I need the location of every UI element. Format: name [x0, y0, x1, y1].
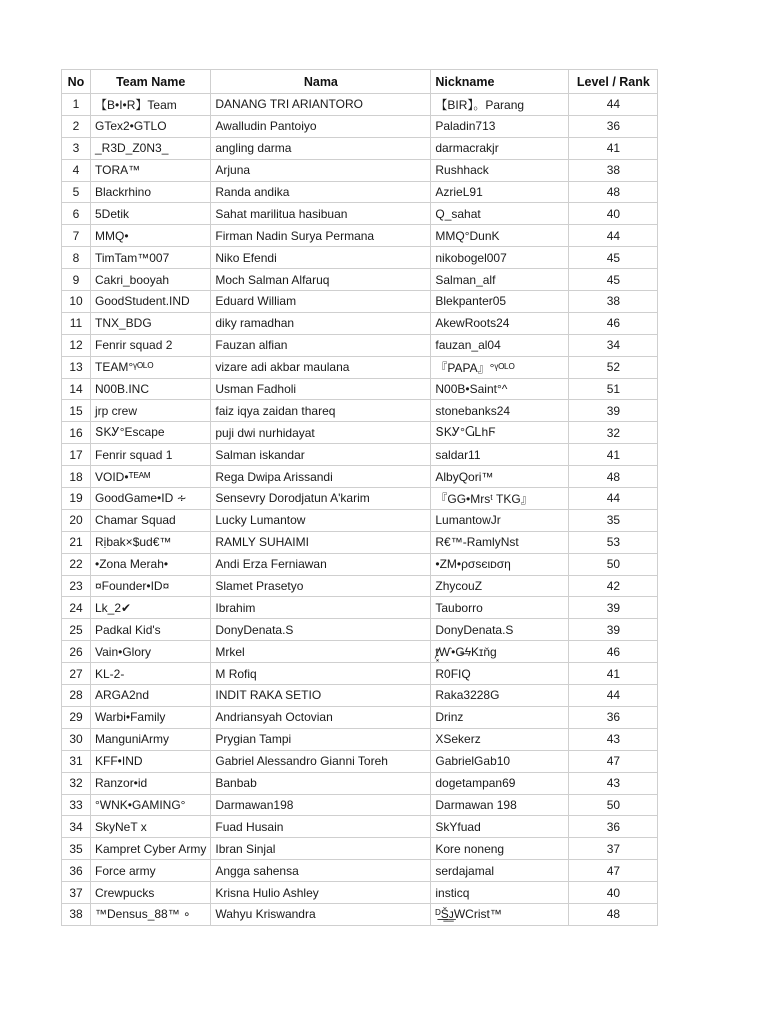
nama-cell: Banbab: [211, 772, 431, 794]
table-row: [62, 378, 658, 400]
nickname-cell: AlbyQori™: [431, 466, 569, 488]
nama-cell: Fuad Husain: [211, 816, 431, 838]
nickname-cell: nikobogel007: [431, 247, 569, 269]
team-name-cell: TORA™: [91, 159, 211, 181]
level-rank-cell: 34: [569, 334, 658, 356]
nickname-cell: •ZM•ρσѕєιᴅση: [431, 553, 569, 575]
nickname-cell: serdajamal: [431, 860, 569, 882]
table-row: [62, 509, 658, 531]
nickname-cell: Blekpanter05: [431, 291, 569, 313]
nama-cell: puji dwi nurhidayat: [211, 422, 431, 444]
nama-cell: Angga sahensa: [211, 860, 431, 882]
table-row: [62, 860, 658, 882]
row-no: 14: [62, 378, 91, 400]
row-no: 1: [62, 94, 91, 116]
nama-cell: angling darma: [211, 137, 431, 159]
table-row: [62, 882, 658, 904]
nickname-cell: Rushhack: [431, 159, 569, 181]
level-rank-cell: 36: [569, 115, 658, 137]
nickname-cell: dogetampan69: [431, 772, 569, 794]
row-no: 4: [62, 159, 91, 181]
table-row: [62, 597, 658, 619]
nama-cell: Sensevry Dorodjatun A'karim: [211, 488, 431, 510]
nama-cell: RAMLY SUHAIMI: [211, 531, 431, 553]
table-row: [62, 291, 658, 313]
table-row: [62, 838, 658, 860]
nickname-cell: ՏKᎩ°ႺᏞhϜ: [431, 422, 569, 444]
table-row: [62, 334, 658, 356]
nama-cell: Lucky Lumantow: [211, 509, 431, 531]
row-no: 33: [62, 794, 91, 816]
team-name-cell: GTex2•GTLO: [91, 115, 211, 137]
team-name-cell: Fenrir squad 1: [91, 444, 211, 466]
row-no: 25: [62, 619, 91, 641]
level-rank-cell: 37: [569, 838, 658, 860]
nickname-cell: MMQ°DunK: [431, 225, 569, 247]
table-row: [62, 816, 658, 838]
nickname-cell: Darmawan 198: [431, 794, 569, 816]
team-name-cell: ARGA2nd: [91, 685, 211, 707]
header-row: [62, 70, 658, 94]
team-name-cell: Vain•Glory: [91, 641, 211, 663]
nickname-cell: Drinz: [431, 706, 569, 728]
table-row: [62, 444, 658, 466]
level-rank-cell: 44: [569, 94, 658, 116]
team-name-cell: ՏKᎩ°Escape: [91, 422, 211, 444]
team-name-cell: ¤Founder•ID¤: [91, 575, 211, 597]
team-name-cell: Blackrhino: [91, 181, 211, 203]
level-rank-cell: 46: [569, 312, 658, 334]
team-name-cell: SkyNeT x: [91, 816, 211, 838]
level-rank-cell: 48: [569, 903, 658, 925]
level-rank-cell: 43: [569, 772, 658, 794]
nickname-cell: insticq: [431, 882, 569, 904]
table-row: [62, 794, 658, 816]
nama-cell: Moch Salman Alfaruq: [211, 269, 431, 291]
row-no: 36: [62, 860, 91, 882]
team-name-cell: TNX_BDG: [91, 312, 211, 334]
level-rank-cell: 47: [569, 750, 658, 772]
team-name-cell: Force army: [91, 860, 211, 882]
nickname-cell: XSekerz: [431, 728, 569, 750]
nickname-cell: R0FIQ: [431, 663, 569, 685]
row-no: 19: [62, 488, 91, 510]
level-rank-cell: 41: [569, 663, 658, 685]
level-rank-cell: 44: [569, 488, 658, 510]
header-nickname: Nickname: [431, 70, 569, 94]
nickname-cell: Kore noneng: [431, 838, 569, 860]
nama-cell: Andi Erza Ferniawan: [211, 553, 431, 575]
nama-cell: Firman Nadin Surya Permana: [211, 225, 431, 247]
table-row: [62, 619, 658, 641]
team-name-cell: ManguniArmy: [91, 728, 211, 750]
nama-cell: Salman iskandar: [211, 444, 431, 466]
nama-cell: Wahyu Kriswandra: [211, 903, 431, 925]
level-rank-cell: 39: [569, 597, 658, 619]
team-name-cell: Crewpucks: [91, 882, 211, 904]
team-name-cell: Kampret Cyber Army: [91, 838, 211, 860]
row-no: 38: [62, 903, 91, 925]
level-rank-cell: 51: [569, 378, 658, 400]
level-rank-cell: 48: [569, 466, 658, 488]
team-name-cell: _R3D_Z0N3_: [91, 137, 211, 159]
team-name-cell: 5Detik: [91, 203, 211, 225]
table-row: [62, 750, 658, 772]
nama-cell: diky ramadhan: [211, 312, 431, 334]
level-rank-cell: 45: [569, 247, 658, 269]
row-no: 37: [62, 882, 91, 904]
table-row: [62, 247, 658, 269]
level-rank-cell: 38: [569, 291, 658, 313]
row-no: 20: [62, 509, 91, 531]
team-name-cell: VOID•ᵀᴱᴬᴹ: [91, 466, 211, 488]
table-row: [62, 575, 658, 597]
nama-cell: Mrkel: [211, 641, 431, 663]
nama-cell: M Rofiq: [211, 663, 431, 685]
level-rank-cell: 41: [569, 137, 658, 159]
row-no: 32: [62, 772, 91, 794]
team-name-cell: Fenrir squad 2: [91, 334, 211, 356]
team-name-cell: Lk_2✔: [91, 597, 211, 619]
nama-cell: DANANG TRI ARIANTORO: [211, 94, 431, 116]
level-rank-cell: 36: [569, 816, 658, 838]
nama-cell: Randa andika: [211, 181, 431, 203]
team-name-cell: Chamar Squad: [91, 509, 211, 531]
nama-cell: Ibran Sinjal: [211, 838, 431, 860]
nickname-cell: ⱦ͓Ⱳ•Ǥ̶ϟKɪňg: [431, 641, 569, 663]
table-row: [62, 203, 658, 225]
team-name-cell: °WNK•GAMING°: [91, 794, 211, 816]
nama-cell: Ibrahim: [211, 597, 431, 619]
level-rank-cell: 46: [569, 641, 658, 663]
nickname-cell: GabrielGab10: [431, 750, 569, 772]
table-row: [62, 641, 658, 663]
nama-cell: Darmawan198: [211, 794, 431, 816]
level-rank-cell: 32: [569, 422, 658, 444]
row-no: 10: [62, 291, 91, 313]
nama-cell: Eduard William: [211, 291, 431, 313]
nama-cell: Rega Dwipa Arissandi: [211, 466, 431, 488]
nickname-cell: darmacrakjr: [431, 137, 569, 159]
nama-cell: vizare adi akbar maulana: [211, 356, 431, 378]
row-no: 9: [62, 269, 91, 291]
nama-cell: Prygian Tampi: [211, 728, 431, 750]
level-rank-cell: 40: [569, 203, 658, 225]
table-row: [62, 137, 658, 159]
row-no: 27: [62, 663, 91, 685]
row-no: 2: [62, 115, 91, 137]
team-name-cell: TEAM°ᵞᴼᴸᴼ: [91, 356, 211, 378]
nickname-cell: N00B•Saint°^: [431, 378, 569, 400]
row-no: 35: [62, 838, 91, 860]
nickname-cell: Salman_alf: [431, 269, 569, 291]
row-no: 28: [62, 685, 91, 707]
row-no: 3: [62, 137, 91, 159]
nickname-cell: Paladin713: [431, 115, 569, 137]
row-no: 18: [62, 466, 91, 488]
nickname-cell: AzrieL91: [431, 181, 569, 203]
level-rank-cell: 50: [569, 553, 658, 575]
row-no: 6: [62, 203, 91, 225]
nama-cell: Andriansyah Octovian: [211, 706, 431, 728]
nickname-cell: SkYfuad: [431, 816, 569, 838]
nama-cell: Awalludin Pantoiyo: [211, 115, 431, 137]
table-row: [62, 706, 658, 728]
table-row: [62, 400, 658, 422]
table-row: [62, 225, 658, 247]
nama-cell: Sahat marilitua hasibuan: [211, 203, 431, 225]
table-row: [62, 94, 658, 116]
level-rank-cell: 50: [569, 794, 658, 816]
nama-cell: Krisna Hulio Ashley: [211, 882, 431, 904]
nickname-cell: AkewRoots24: [431, 312, 569, 334]
row-no: 7: [62, 225, 91, 247]
table-row: [62, 181, 658, 203]
table-body: [62, 94, 658, 926]
nickname-cell: Q_sahat: [431, 203, 569, 225]
team-name-cell: •Zona Merah•: [91, 553, 211, 575]
row-no: 31: [62, 750, 91, 772]
row-no: 30: [62, 728, 91, 750]
level-rank-cell: 39: [569, 619, 658, 641]
table-row: [62, 422, 658, 444]
team-name-cell: MMQ•: [91, 225, 211, 247]
level-rank-cell: 41: [569, 444, 658, 466]
row-no: 29: [62, 706, 91, 728]
row-no: 16: [62, 422, 91, 444]
header-no: No: [62, 70, 91, 94]
table-row: [62, 728, 658, 750]
header-nama: Nama: [211, 70, 431, 94]
team-name-cell: GoodGame•ID ∻: [91, 488, 211, 510]
nama-cell: Slamet Prasetyo: [211, 575, 431, 597]
table-row: [62, 159, 658, 181]
table-row: [62, 772, 658, 794]
level-rank-cell: 42: [569, 575, 658, 597]
level-rank-cell: 36: [569, 706, 658, 728]
level-rank-cell: 40: [569, 882, 658, 904]
level-rank-cell: 48: [569, 181, 658, 203]
team-name-cell: jrp crew: [91, 400, 211, 422]
header-level-rank: Level / Rank: [569, 70, 658, 94]
nickname-cell: 『PAPA』°ᵞᴼᴸᴼ: [431, 356, 569, 378]
nama-cell: Gabriel Alessandro Gianni Toreh: [211, 750, 431, 772]
nickname-cell: Tauborro: [431, 597, 569, 619]
nama-cell: Fauzan alfian: [211, 334, 431, 356]
team-name-cell: ™Densus_88™ ∘: [91, 903, 211, 925]
level-rank-cell: 38: [569, 159, 658, 181]
row-no: 21: [62, 531, 91, 553]
nama-cell: Niko Efendi: [211, 247, 431, 269]
level-rank-cell: 45: [569, 269, 658, 291]
table-row: [62, 356, 658, 378]
nickname-cell: R€™-RamlyNst: [431, 531, 569, 553]
table-row: [62, 531, 658, 553]
team-name-cell: Warbi•Family: [91, 706, 211, 728]
table-row: [62, 488, 658, 510]
team-name-cell: TimTam™007: [91, 247, 211, 269]
header-team-name: Team Name: [91, 70, 211, 94]
nama-cell: INDIT RAKA SETIO: [211, 685, 431, 707]
nama-cell: Arjuna: [211, 159, 431, 181]
table-row: [62, 553, 658, 575]
team-name-cell: Padkal Kid's: [91, 619, 211, 641]
nickname-cell: ZhycouZ: [431, 575, 569, 597]
table-row: [62, 115, 658, 137]
level-rank-cell: 35: [569, 509, 658, 531]
team-name-cell: KFF•IND: [91, 750, 211, 772]
table-row: [62, 903, 658, 925]
participant-table: [61, 69, 658, 926]
level-rank-cell: 52: [569, 356, 658, 378]
table-row: [62, 685, 658, 707]
nickname-cell: 【BIR】。Parang: [431, 94, 569, 116]
table-row: [62, 269, 658, 291]
team-name-cell: 【B•I•R】Team: [91, 94, 211, 116]
level-rank-cell: 43: [569, 728, 658, 750]
team-name-cell: N00B.INC: [91, 378, 211, 400]
level-rank-cell: 53: [569, 531, 658, 553]
nickname-cell: stonebanks24: [431, 400, 569, 422]
nama-cell: faiz iqya zaidan thareq: [211, 400, 431, 422]
row-no: 12: [62, 334, 91, 356]
row-no: 23: [62, 575, 91, 597]
row-no: 17: [62, 444, 91, 466]
team-name-cell: GoodStudent.IND: [91, 291, 211, 313]
row-no: 26: [62, 641, 91, 663]
team-name-cell: Rịbak×$ud€™: [91, 531, 211, 553]
row-no: 5: [62, 181, 91, 203]
nickname-cell: ᴰ͟͟Š͟͟ᴊWCrist™: [431, 903, 569, 925]
nickname-cell: LumantowJr: [431, 509, 569, 531]
team-name-cell: Ranzor•id: [91, 772, 211, 794]
table-row: [62, 663, 658, 685]
level-rank-cell: 44: [569, 225, 658, 247]
row-no: 22: [62, 553, 91, 575]
nama-cell: Usman Fadholi: [211, 378, 431, 400]
team-name-cell: Cakri_booyah: [91, 269, 211, 291]
row-no: 11: [62, 312, 91, 334]
team-name-cell: KL-2-: [91, 663, 211, 685]
row-no: 8: [62, 247, 91, 269]
table-row: [62, 466, 658, 488]
nickname-cell: fauzan_al04: [431, 334, 569, 356]
table-row: [62, 312, 658, 334]
row-no: 24: [62, 597, 91, 619]
nickname-cell: DonyDenata.S: [431, 619, 569, 641]
row-no: 13: [62, 356, 91, 378]
level-rank-cell: 47: [569, 860, 658, 882]
nickname-cell: saldar11: [431, 444, 569, 466]
row-no: 15: [62, 400, 91, 422]
level-rank-cell: 44: [569, 685, 658, 707]
nickname-cell: Raka3228G: [431, 685, 569, 707]
row-no: 34: [62, 816, 91, 838]
level-rank-cell: 39: [569, 400, 658, 422]
nickname-cell: 『GG•Mrsᵗ TKG』: [431, 488, 569, 510]
nama-cell: DonyDenata.S: [211, 619, 431, 641]
